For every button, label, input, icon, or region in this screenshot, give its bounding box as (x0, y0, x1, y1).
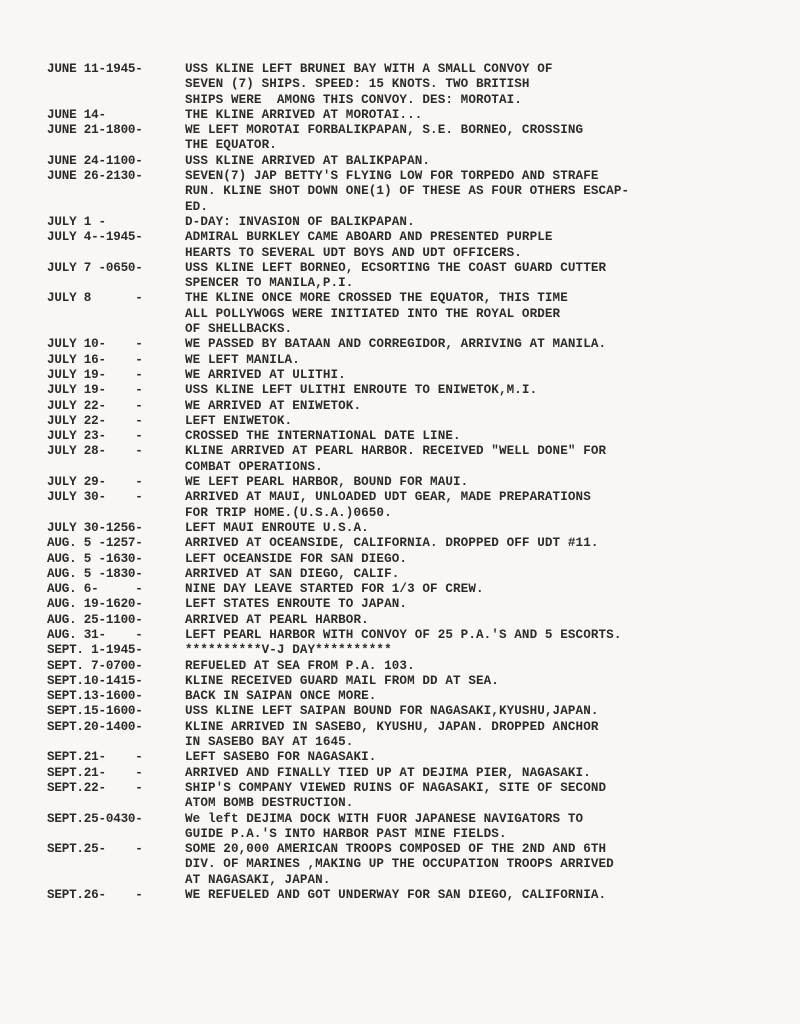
entry-text (185, 766, 767, 781)
entry-line: LEFT STATES ENROUTE TO JAPAN. (185, 597, 408, 612)
entry-date: JULY 30- - (47, 490, 143, 505)
entry-line: DIV. OF MARINES ,MAKING UP THE OCCUPATION TROOPS ARRIVED (185, 857, 614, 872)
entry-text (185, 353, 767, 368)
log-entry (47, 490, 767, 521)
entry-date: SEPT. 1-1945- (47, 643, 143, 658)
log-entry (47, 781, 767, 812)
entry-line: USS KLINE LEFT BRUNEI BAY WITH A SMALL CONVOY OF (185, 62, 553, 76)
entry-text (185, 689, 767, 704)
entry-line: SPENCER TO MANILA,P.I. (185, 276, 354, 291)
log-entry (47, 582, 767, 597)
entry-line: ADMIRAL BURKLEY CAME ABOARD AND PRESENTED PURPLE (185, 230, 553, 245)
entry-text (185, 552, 767, 567)
entry-line: ARRIVED AT SAN DIEGO, CALIF. (185, 566, 400, 581)
entry-date: JULY 1 - (47, 214, 106, 229)
entry-line: BACK IN SAIPAN ONCE MORE. (185, 689, 377, 704)
log-entry (47, 888, 767, 903)
entry-text (185, 108, 767, 123)
entry-date: JUNE 11-1945- (47, 62, 143, 76)
entry-line: WE LEFT MOROTAI FORBALIKPAPAN, S.E. BORNEO, CROSSING (185, 123, 584, 138)
entry-date: SEPT.10-1415- (47, 673, 143, 688)
entry-line: WE LEFT MANILA. (185, 352, 300, 367)
entry-text (185, 842, 767, 888)
log-entry (47, 628, 767, 643)
log-entry (47, 720, 767, 751)
entry-line: WE ARRIVED AT ENIWETOK. (185, 398, 362, 413)
entry-line: NINE DAY LEAVE STARTED FOR 1/3 OF CREW. (185, 582, 484, 597)
entry-text (185, 750, 767, 765)
entry-line: OF SHELLBACKS. (185, 322, 293, 337)
entry-line: WE REFUELED AND GOT UNDERWAY FOR SAN DIEGO, CALIFORNIA. (185, 888, 607, 903)
entry-text (185, 169, 767, 215)
entry-line: FOR TRIP HOME.(U.S.A.)0650. (185, 505, 392, 520)
entry-date: SEPT.21- - (47, 750, 143, 765)
entry-text (185, 215, 767, 230)
entry-line: ALL POLLYWOGS WERE INITIATED INTO THE ROYAL ORDER (185, 306, 561, 321)
entry-date: JULY 8 - (47, 291, 143, 306)
entry-date: JULY 30-1256- (47, 520, 143, 535)
log-entry (47, 62, 767, 108)
entry-line: USS KLINE LEFT BORNEO, ECSORTING THE COAST GUARD CUTTER (185, 260, 607, 275)
entry-line: WE ARRIVED AT ULITHI. (185, 367, 346, 382)
entry-line: AT NAGASAKI, JAPAN. (185, 872, 331, 887)
entry-text (185, 154, 767, 169)
entry-text (185, 597, 767, 612)
entry-line: RUN. KLINE SHOT DOWN ONE(1) OF THESE AS FOUR OTHERS ESCAP- (185, 184, 630, 199)
entry-date: AUG. 5 -1257- (47, 536, 143, 551)
entry-text (185, 812, 767, 843)
entry-line: IN SASEBO BAY AT 1645. (185, 735, 354, 750)
log-entry (47, 154, 767, 169)
log-entry (47, 842, 767, 888)
entry-text (185, 399, 767, 414)
log-entry (47, 475, 767, 490)
log-entry (47, 643, 767, 658)
entry-line: GUIDE P.A.'S INTO HARBOR PAST MINE FIELDS. (185, 826, 507, 841)
log-entry (47, 169, 767, 215)
entry-line: D-DAY: INVASION OF BALIKPAPAN. (185, 214, 415, 229)
entry-line: USS KLINE LEFT SAIPAN BOUND FOR NAGASAKI,KYUSHU,JAPAN. (185, 704, 599, 719)
entry-line: HEARTS TO SEVERAL UDT BOYS AND UDT OFFICERS. (185, 245, 522, 260)
entry-date: JULY 7 -0650- (47, 260, 143, 275)
entry-text (185, 781, 767, 812)
entry-line: THE EQUATOR. (185, 138, 277, 153)
entry-text (185, 475, 767, 490)
log-entry (47, 689, 767, 704)
entry-date: AUG. 5 -1630- (47, 551, 143, 566)
entry-line: KLINE RECEIVED GUARD MAIL FROM DD AT SEA. (185, 673, 499, 688)
entry-line: ATOM BOMB DESTRUCTION. (185, 796, 354, 811)
entry-line: LEFT OCEANSIDE FOR SAN DIEGO. (185, 551, 408, 566)
log-entry (47, 567, 767, 582)
entry-line: KLINE ARRIVED AT PEARL HARBOR. RECEIVED "WELL DONE" FOR (185, 444, 607, 459)
log-entry (47, 337, 767, 352)
log-entry (47, 812, 767, 843)
log-entry (47, 353, 767, 368)
log-entry (47, 261, 767, 292)
log-entry (47, 521, 767, 536)
entry-line: SEVEN(7) JAP BETTY'S FLYING LOW FOR TORPEDO AND STRAFE (185, 169, 599, 184)
ship-log (47, 62, 767, 903)
entry-text (185, 674, 767, 689)
entry-date: AUG. 25-1100- (47, 612, 143, 627)
entry-date: JULY 23- - (47, 429, 143, 444)
entry-line: SOME 20,000 AMERICAN TROOPS COMPOSED OF THE 2ND AND 6TH (185, 842, 607, 857)
log-entry (47, 536, 767, 551)
entry-date: SEPT.25-0430- (47, 811, 143, 826)
entry-text (185, 643, 767, 658)
entry-line: COMBAT OPERATIONS. (185, 459, 323, 474)
entry-date: JULY 22- - (47, 413, 143, 428)
entry-line: SHIPS WERE AMONG THIS CONVOY. DES: MOROTAI. (185, 92, 522, 107)
entry-line: WE LEFT PEARL HARBOR, BOUND FOR MAUI. (185, 475, 469, 490)
log-entry (47, 414, 767, 429)
entry-line: LEFT SASEBO FOR NAGASAKI. (185, 750, 377, 765)
entry-line: SEVEN (7) SHIPS. SPEED: 15 KNOTS. TWO BRITISH (185, 77, 530, 92)
entry-line: ARRIVED AND FINALLY TIED UP AT DEJIMA PIER, NAGASAKI. (185, 765, 591, 780)
log-entry (47, 291, 767, 337)
entry-text (185, 429, 767, 444)
entry-text (185, 123, 767, 154)
entry-date: SEPT.21- - (47, 765, 143, 780)
log-entry (47, 613, 767, 628)
entry-date: JULY 16- - (47, 352, 143, 367)
entry-date: JUNE 21-1800- (47, 123, 143, 138)
entry-text (185, 536, 767, 551)
entry-text (185, 261, 767, 292)
log-entry (47, 552, 767, 567)
entry-text (185, 521, 767, 536)
entry-date: JULY 22- - (47, 398, 143, 413)
entry-date: SEPT.25- - (47, 842, 143, 857)
entry-text (185, 414, 767, 429)
entry-date: AUG. 6- - (47, 582, 143, 597)
entry-date: SEPT.22- - (47, 780, 143, 795)
entry-line: ARRIVED AT OCEANSIDE, CALIFORNIA. DROPPED OFF UDT #11. (185, 536, 599, 551)
entry-line: We left DEJIMA DOCK WITH FUOR JAPANESE NAVIGATORS TO (185, 811, 584, 826)
entry-date: SEPT. 7-0700- (47, 658, 143, 673)
entry-line: ED. (185, 199, 208, 214)
log-entry (47, 750, 767, 765)
entry-text (185, 628, 767, 643)
entry-text (185, 613, 767, 628)
entry-line: REFUELED AT SEA FROM P.A. 103. (185, 658, 415, 673)
entry-line: CROSSED THE INTERNATIONAL DATE LINE. (185, 429, 461, 444)
entry-line: USS KLINE ARRIVED AT BALIKPAPAN. (185, 153, 431, 168)
log-entry (47, 444, 767, 475)
entry-text (185, 582, 767, 597)
entry-text (185, 337, 767, 352)
entry-date: JULY 10- - (47, 337, 143, 352)
entry-date: AUG. 31- - (47, 627, 143, 642)
entry-text (185, 383, 767, 398)
entry-date: AUG. 5 -1830- (47, 566, 143, 581)
entry-date: JUNE 26-2130- (47, 169, 143, 184)
log-entry (47, 383, 767, 398)
entry-line: ARRIVED AT MAUI, UNLOADED UDT GEAR, MADE PREPARATIONS (185, 490, 591, 505)
entry-date: JUNE 14- (47, 107, 106, 122)
entry-line: ARRIVED AT PEARL HARBOR. (185, 612, 369, 627)
entry-line: THE KLINE ARRIVED AT MOROTAI... (185, 107, 423, 122)
entry-text (185, 490, 767, 521)
entry-date: JULY 19- - (47, 383, 143, 398)
entry-date: JULY 29- - (47, 475, 143, 490)
log-entry (47, 399, 767, 414)
entry-line: USS KLINE LEFT ULITHI ENROUTE TO ENIWETOK,M.I. (185, 383, 538, 398)
entry-line: **********V-J DAY********** (185, 643, 392, 658)
entry-text (185, 888, 767, 903)
log-entry (47, 108, 767, 123)
log-entry (47, 597, 767, 612)
log-entry (47, 766, 767, 781)
entry-date: SEPT.13-1600- (47, 689, 143, 704)
entry-text (185, 368, 767, 383)
entry-text (185, 704, 767, 719)
entry-date: JUNE 24-1100- (47, 153, 143, 168)
entry-text (185, 230, 767, 261)
entry-line: SHIP'S COMPANY VIEWED RUINS OF NAGASAKI, SITE OF SECOND (185, 780, 607, 795)
log-entry (47, 704, 767, 719)
log-entry (47, 674, 767, 689)
log-entry (47, 429, 767, 444)
entry-line: WE PASSED BY BATAAN AND CORREGIDOR, ARRIVING AT MANILA. (185, 337, 607, 352)
entry-line: LEFT ENIWETOK. (185, 413, 293, 428)
entry-date: SEPT.15-1600- (47, 704, 143, 719)
log-entry (47, 230, 767, 261)
entry-date: JULY 4--1945- (47, 230, 143, 245)
entry-date: JULY 28- - (47, 444, 143, 459)
log-entry (47, 123, 767, 154)
log-entry (47, 659, 767, 674)
entry-text (185, 659, 767, 674)
entry-text (185, 62, 767, 108)
entry-line: THE KLINE ONCE MORE CROSSED THE EQUATOR, THIS TIME (185, 291, 568, 306)
entry-text (185, 720, 767, 751)
log-entry (47, 215, 767, 230)
entry-text (185, 567, 767, 582)
entry-line: KLINE ARRIVED IN SASEBO, KYUSHU, JAPAN. DROPPED ANCHOR (185, 719, 599, 734)
entry-date: SEPT.20-1400- (47, 719, 143, 734)
entry-line: LEFT PEARL HARBOR WITH CONVOY OF 25 P.A.'S AND 5 ESCORTS. (185, 627, 622, 642)
entry-line: LEFT MAUI ENROUTE U.S.A. (185, 520, 369, 535)
entry-text (185, 291, 767, 337)
entry-text (185, 444, 767, 475)
entry-date: JULY 19- - (47, 367, 143, 382)
log-entry (47, 368, 767, 383)
entry-date: SEPT.26- - (47, 888, 143, 903)
entry-date: AUG. 19-1620- (47, 597, 143, 612)
